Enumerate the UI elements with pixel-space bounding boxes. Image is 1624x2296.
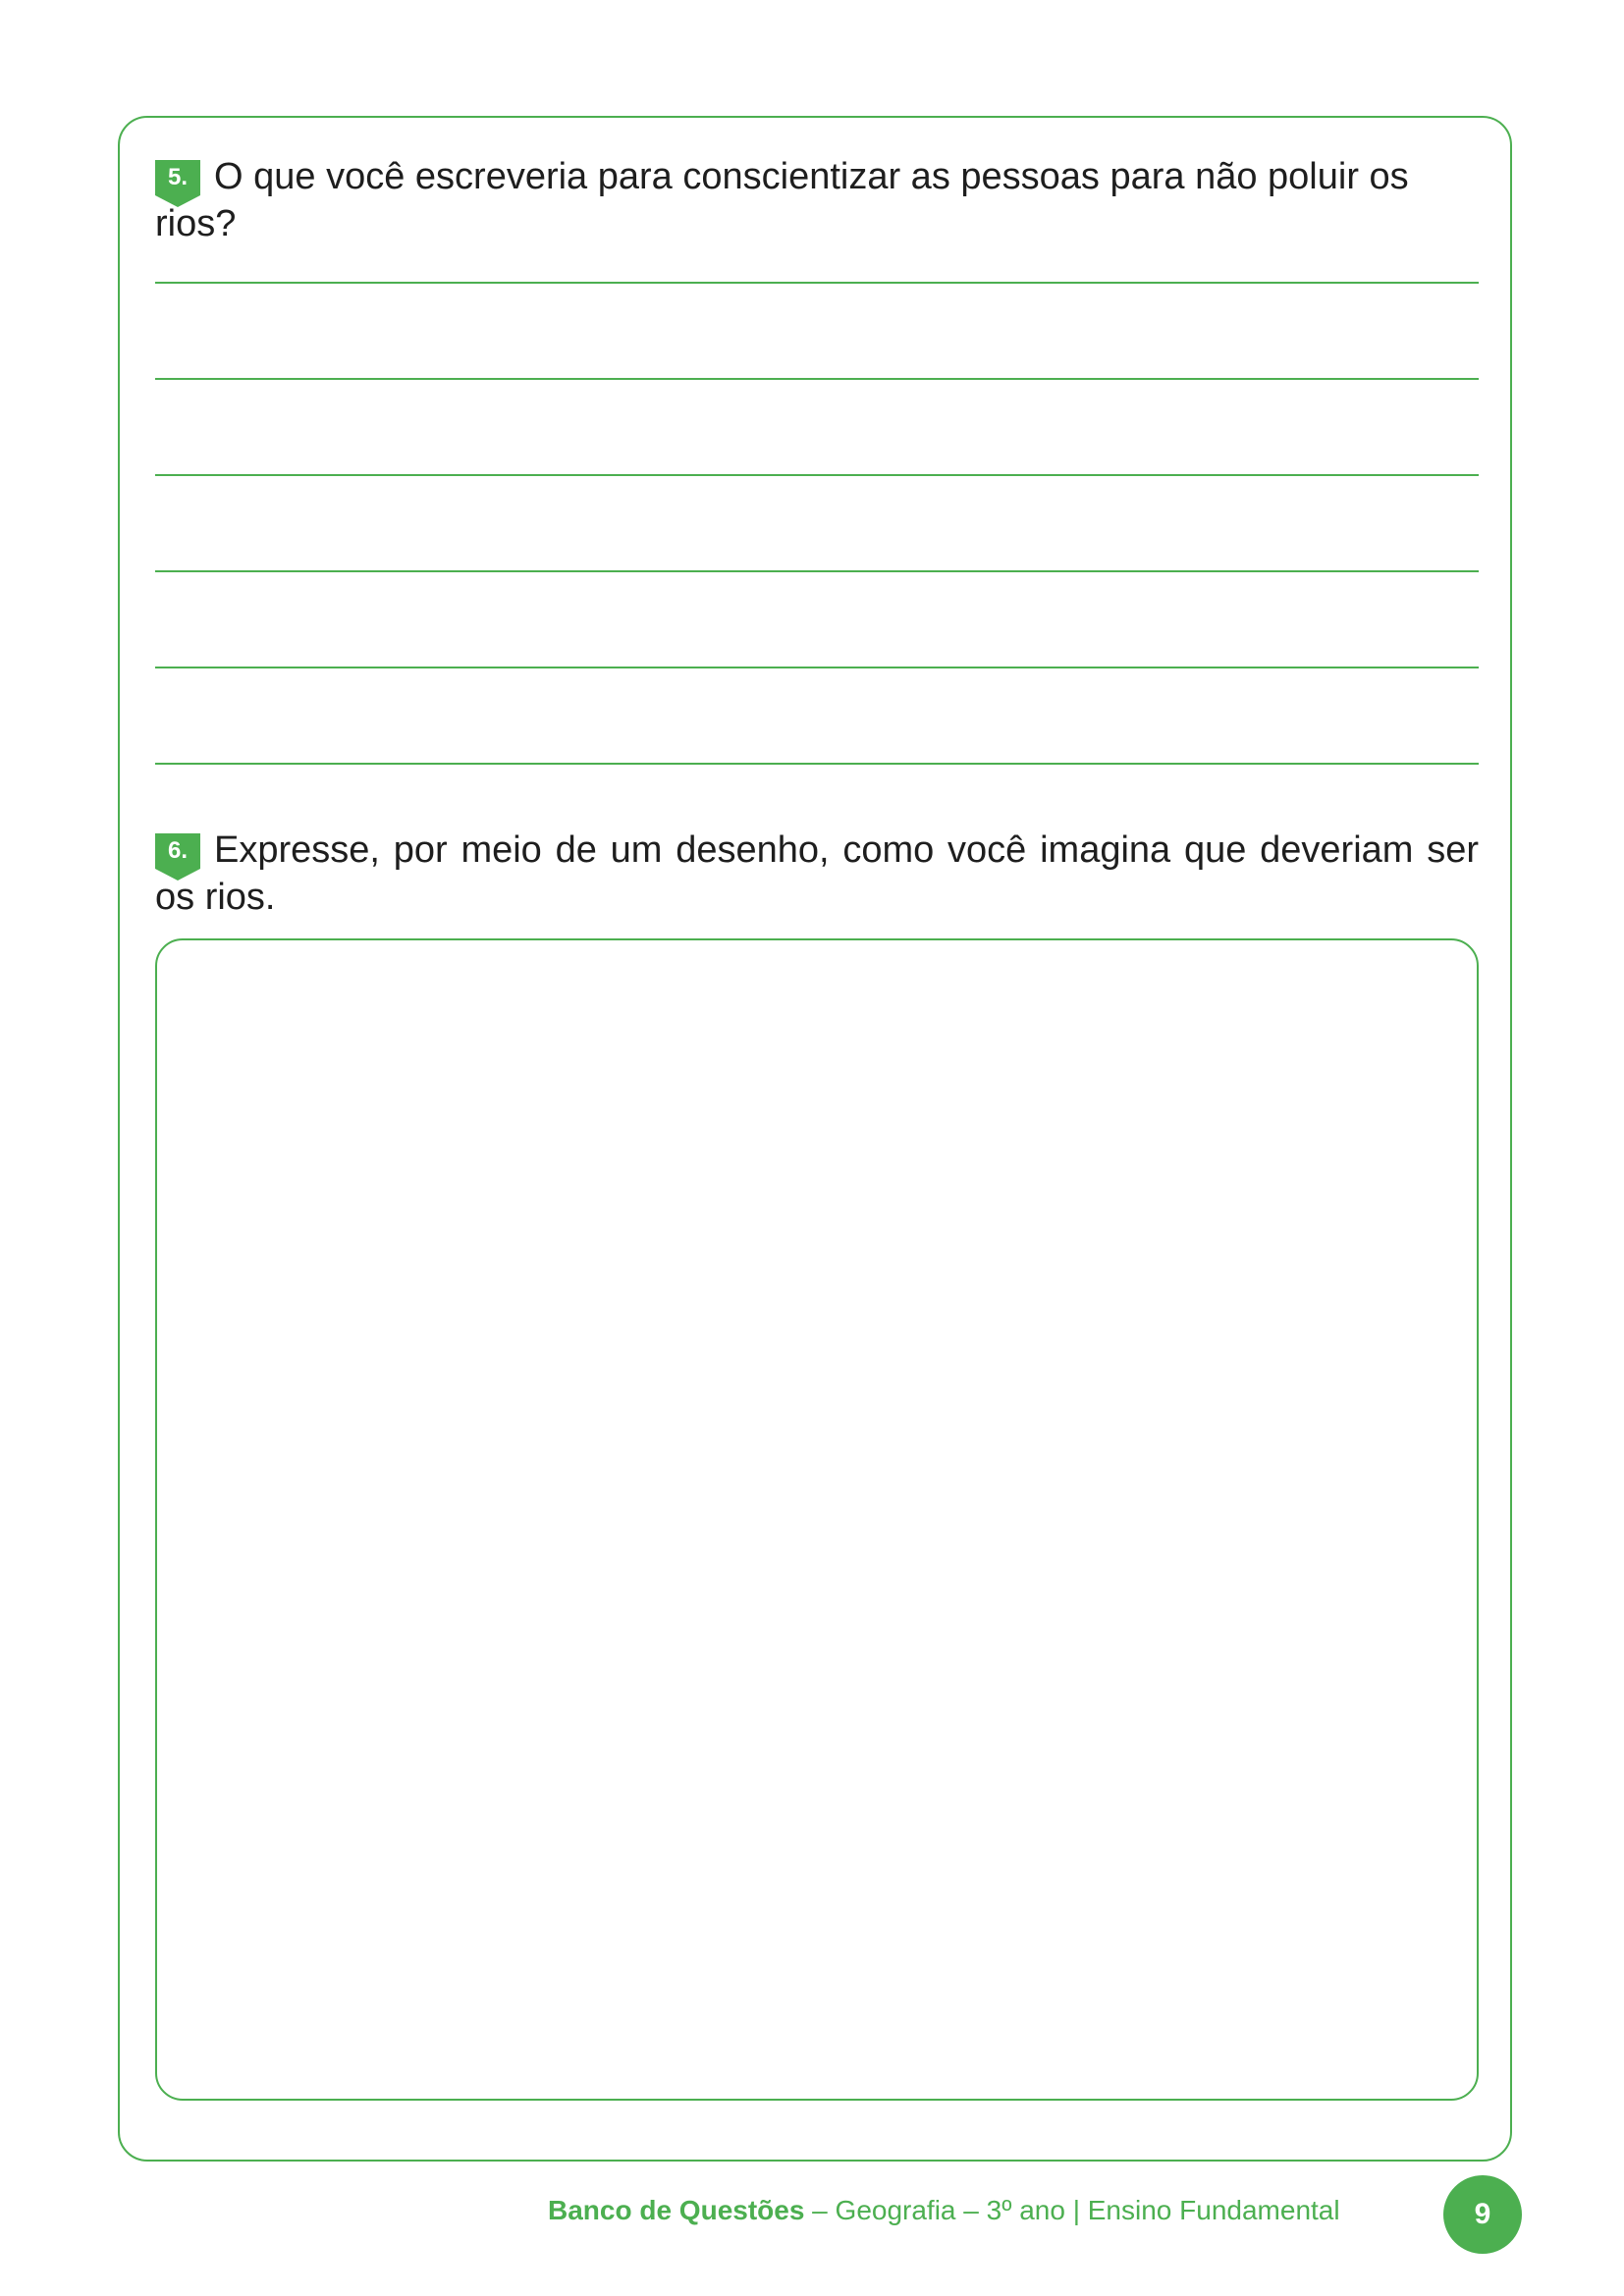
answer-line[interactable]: [155, 570, 1479, 572]
answer-line[interactable]: [155, 763, 1479, 765]
drawing-area[interactable]: [155, 938, 1479, 2101]
question-6-text: Expresse, por meio de um desenho, como você imagina que deveriam ser os rios.: [155, 829, 1479, 918]
question-5: [155, 153, 1481, 247]
answer-line[interactable]: [155, 667, 1479, 668]
answer-line[interactable]: [155, 282, 1479, 284]
page-number-badge: 9: [1443, 2175, 1522, 2254]
question-number-badge: 5.: [155, 160, 200, 195]
footer: [548, 2195, 1340, 2226]
footer-subtitle: – Geografia – 3º ano | Ensino Fundamental: [804, 2195, 1340, 2225]
answer-line[interactable]: [155, 474, 1479, 476]
answer-line[interactable]: [155, 378, 1479, 380]
question-6: [155, 827, 1479, 921]
question-number-badge: 6.: [155, 833, 200, 869]
footer-title: Banco de Questões: [548, 2195, 805, 2225]
question-5-text: O que você escreveria para conscientizar as pessoas para não poluir os rios?: [155, 156, 1409, 244]
